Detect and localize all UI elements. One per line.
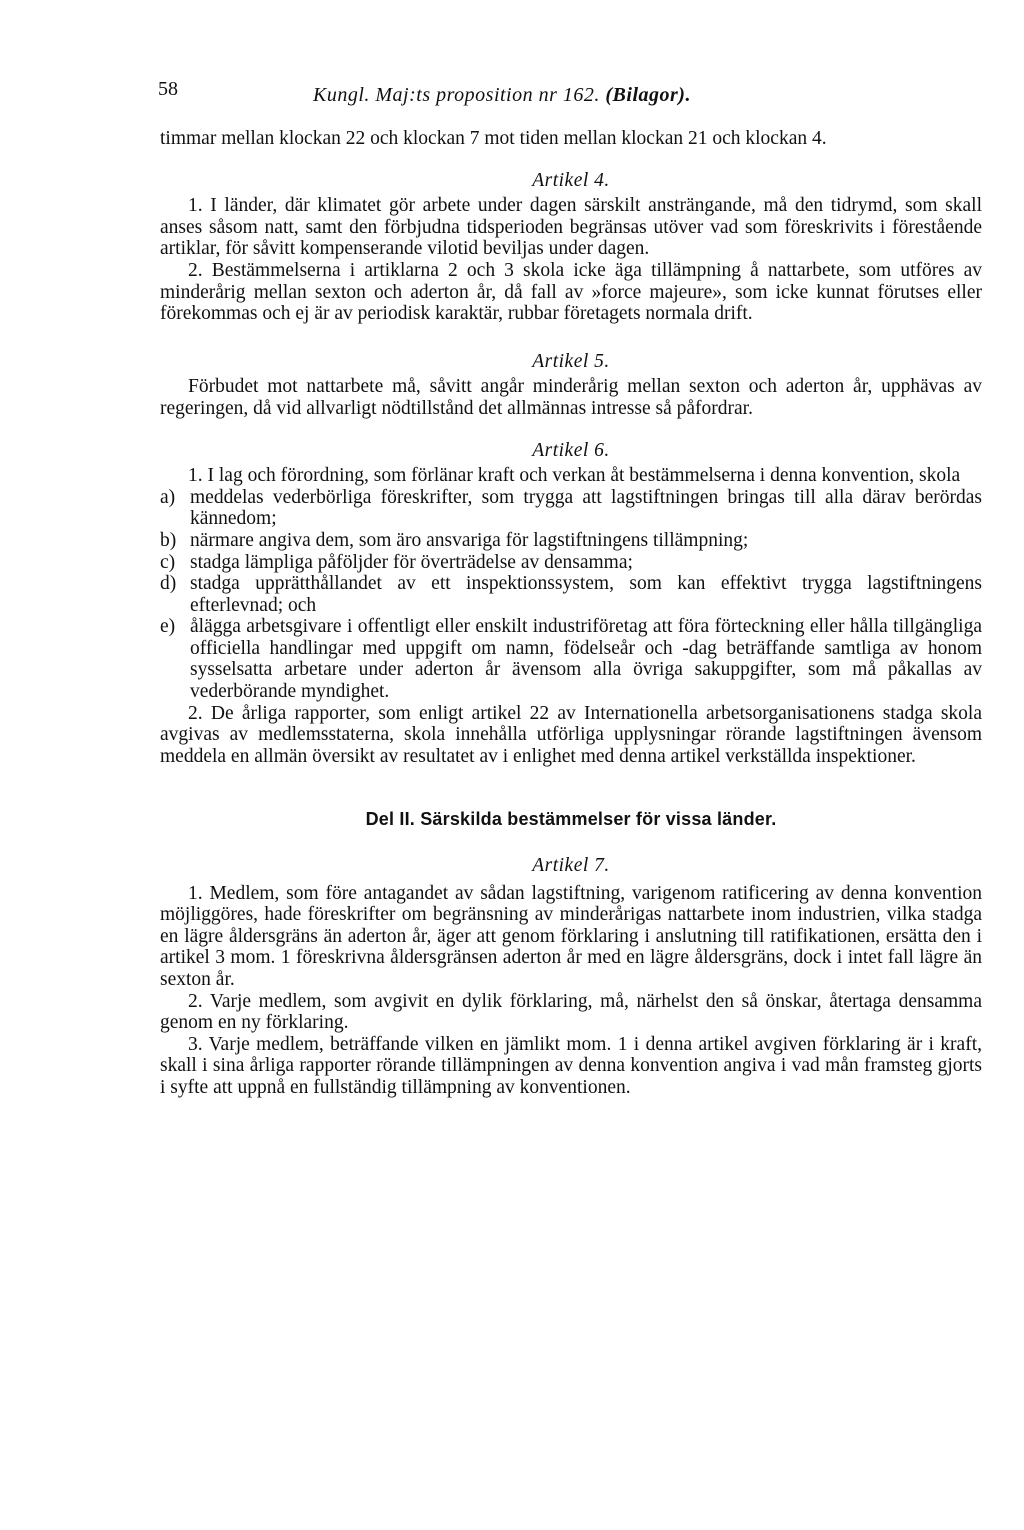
running-title-suffix: (Bilagor). [605, 84, 691, 106]
running-title-text: Kungl. Maj:ts proposition nr 162. [313, 84, 600, 106]
artikel-4-paragraph-1: 1. I länder, där klimatet gör arbete under dagen särskilt ansträngande, må den tidrymd, som skall anses såsom natt, samt den förbjudna tidsperioden begränsas utöver vad som föreskrivits i förestående artiklar, för såvitt kompenserande vilotid beviljas under dagen. [160, 195, 982, 260]
heading-artikel-7: Artikel 7. [532, 855, 610, 877]
list-item-text: stadga lämpliga påföljder för överträdelse av densamma; [190, 551, 633, 573]
list-item [160, 552, 982, 574]
list-item-text: stadga upprätthållandet av ett inspektionssystem, som kan effektivt trygga lagstiftningens efterlevnad; och [190, 573, 982, 616]
artikel-6-paragraph-1: 1. I lag och förordning, som förlänar kraft och verkan åt bestämmelserna i denna konvention, skola [188, 465, 961, 487]
heading-artikel-5: Artikel 5. [532, 350, 610, 372]
list-item-label: a) [160, 486, 176, 508]
list-item [160, 616, 982, 702]
artikel-4-paragraph-2: 2. Bestämmelserna i artiklarna 2 och 3 skola icke äga tillämpning å nattarbete, som utföres av minderårig mellan sexton och aderton år, då fall av »force majeure», som icke kunnat förutses eller förekommas och ej är av periodisk karaktär, rubbar företagets normala drift. [160, 259, 982, 325]
list-item-label: e) [160, 616, 176, 638]
paragraph-continuation: timmar mellan klockan 22 och klockan 7 mot tiden mellan klockan 21 och klockan 4. [160, 128, 827, 149]
page-number: 58 [158, 78, 178, 100]
artikel-7-paragraph-1: 1. Medlem, som före antagandet av sådan lagstiftning, varigenom ratificering av denna konvention möjliggöres, hade föreskrifter om begränsning av minderårigas nattarbete inom industrien, vilka stadga en lägre åldersgräns än aderton år, äger att genom förklaring i anslutning till ratifikationen, ersätta den i artikel 3 mom. 1 föreskrivna åldersgränsen aderton år med en lägre åldersgräns, dock i intet fall lägre än sexton år. [160, 882, 982, 990]
running-header [158, 78, 978, 108]
document-body [160, 128, 982, 1099]
list-item-label: d) [160, 573, 177, 595]
heading-artikel-6: Artikel 6. [532, 439, 610, 461]
artikel-5-paragraph-1: Förbudet mot nattarbete må, såvitt angår minderårig mellan sexton och aderton år, upphävas av regeringen, då vid allvarligt nödtillstånd det allmännas intresse så påfordrar. [160, 376, 982, 419]
artikel-7-paragraph-3: 3. Varje medlem, beträffande vilken en jämlikt mom. 1 i denna artikel avgiven förklaring är i kraft, skall i sina årliga rapporter rörande tillämpningen av denna konvention angiva i vad mån framsteg gjorts i syfte att uppnå en fullständig tillämpning av konventionen. [160, 1033, 982, 1098]
heading-del-2: Del II. Särskilda bestämmelser för vissa länder. [365, 809, 777, 830]
list-item-text: meddelas vederbörliga föreskrifter, som trygga att lagstiftningen bringas till alla därav berördas kännedom; [190, 486, 982, 530]
artikel-6-paragraph-2: 2. De årliga rapporter, som enligt artikel 22 av Internationella arbetsorganisationens stadga skola avgivas av medlemsstaterna, skola innehålla utförliga upplysningar rörande lagstiftningen ävensom meddela en allmän översikt av resultatet av i enlighet med denna artikel verkställda inspektioner. [160, 702, 982, 767]
list-item [160, 530, 982, 552]
list-item [160, 487, 982, 530]
heading-artikel-4: Artikel 4. [532, 169, 610, 191]
list-item [160, 573, 982, 616]
list-item-label: c) [160, 551, 176, 573]
running-title [313, 84, 691, 107]
list-item-text: ålägga arbetsgivare i offentligt eller enskilt industriföretag att föra förteckning eller hålla tillgängliga officiella handlingar med uppgift om namn, födelseår och -dag beträffande samtliga av honom sysselsatta arbetare under aderton år ävensom alla övriga sakuppgifter, som må påkallas av vederbörande myndighet. [190, 616, 982, 703]
artikel-7-paragraph-2: 2. Varje medlem, som avgivit en dylik förklaring, må, närhelst den så önskar, återtaga densamma genom en ny förklaring. [160, 990, 982, 1034]
list-item-label: b) [160, 529, 177, 551]
list-item-text: närmare angiva dem, som äro ansvariga för lagstiftningens tillämpning; [190, 529, 749, 551]
